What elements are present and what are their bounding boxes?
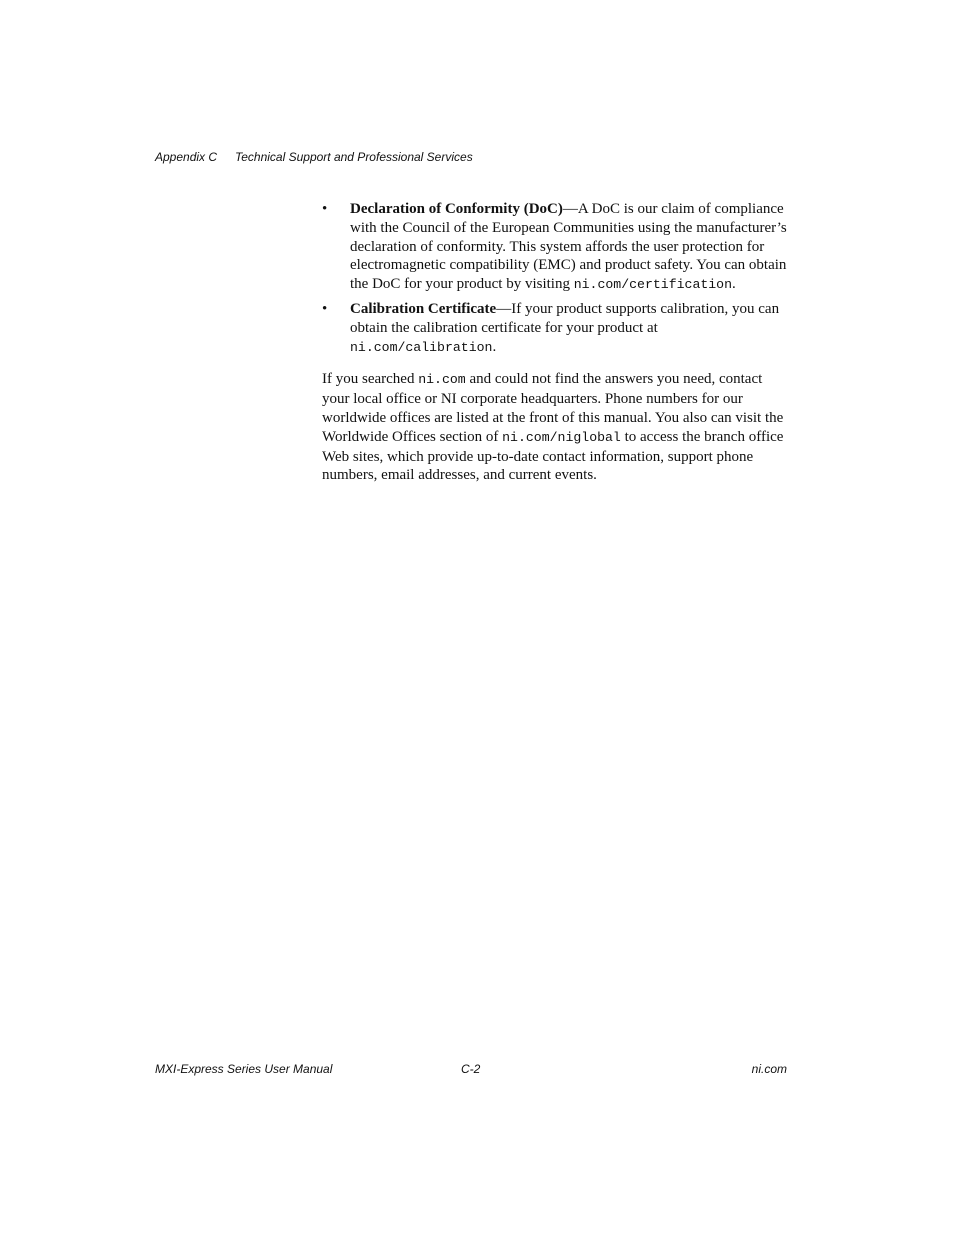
bullet-list [322,200,787,357]
sentence-end: . [492,338,497,355]
description-text: If your product supports calibration, you can obtain the calibration certificate for your product at [350,300,780,336]
body-content [322,200,787,485]
bullet-text [350,200,787,295]
paragraph-text: to access the branch office Web sites, which provide up-to-date contact information, support phone numbers, email addresses, and current events. [322,428,784,484]
sentence-end: . [732,276,736,293]
footer-manual-title: MXI-Express Series User Manual [155,1062,333,1076]
ni-com-link[interactable]: ni.com [418,372,466,388]
bullet-text [350,300,787,357]
list-item-calibration-certificate [322,300,787,357]
header-appendix-label: Appendix C [155,150,218,164]
paragraph-text: If you searched [322,371,419,388]
em-dash: — [562,201,578,217]
description-text: A DoC is our claim of compliance with the Council of the European Communities using the manufacturer’s declaration of conformity. This system affords the user protection for electromagnetic compatibility (EMC) and product safety. You can obtain the DoC for your product by visiting [350,201,787,293]
niglobal-link[interactable]: ni.com/niglobal [502,429,621,445]
certification-link[interactable]: ni.com/certification [573,277,733,293]
running-header [155,150,473,164]
bullet-marker: • [322,201,328,217]
list-item-declaration-of-conformity [322,200,787,295]
em-dash: — [496,300,512,317]
support-paragraph [322,370,787,485]
footer-site: ni.com [751,1062,787,1076]
header-chapter-title: Technical Support and Professional Services [235,150,473,164]
page-number: C-2 [461,1062,481,1076]
term-declaration-of-conformity: Declaration of Conformity (DoC) [350,201,563,217]
calibration-link[interactable]: ni.com/calibration [350,339,493,355]
bullet-marker: • [322,300,328,317]
paragraph-text: and could not find the answers you need, contact your local office or NI corporate headquarters. Phone numbers for our worldwide offices are listed at the front of this manual. You also can visit the Worldwide Offices section of [322,371,784,445]
term-calibration-certificate: Calibration Certificate [350,300,497,317]
